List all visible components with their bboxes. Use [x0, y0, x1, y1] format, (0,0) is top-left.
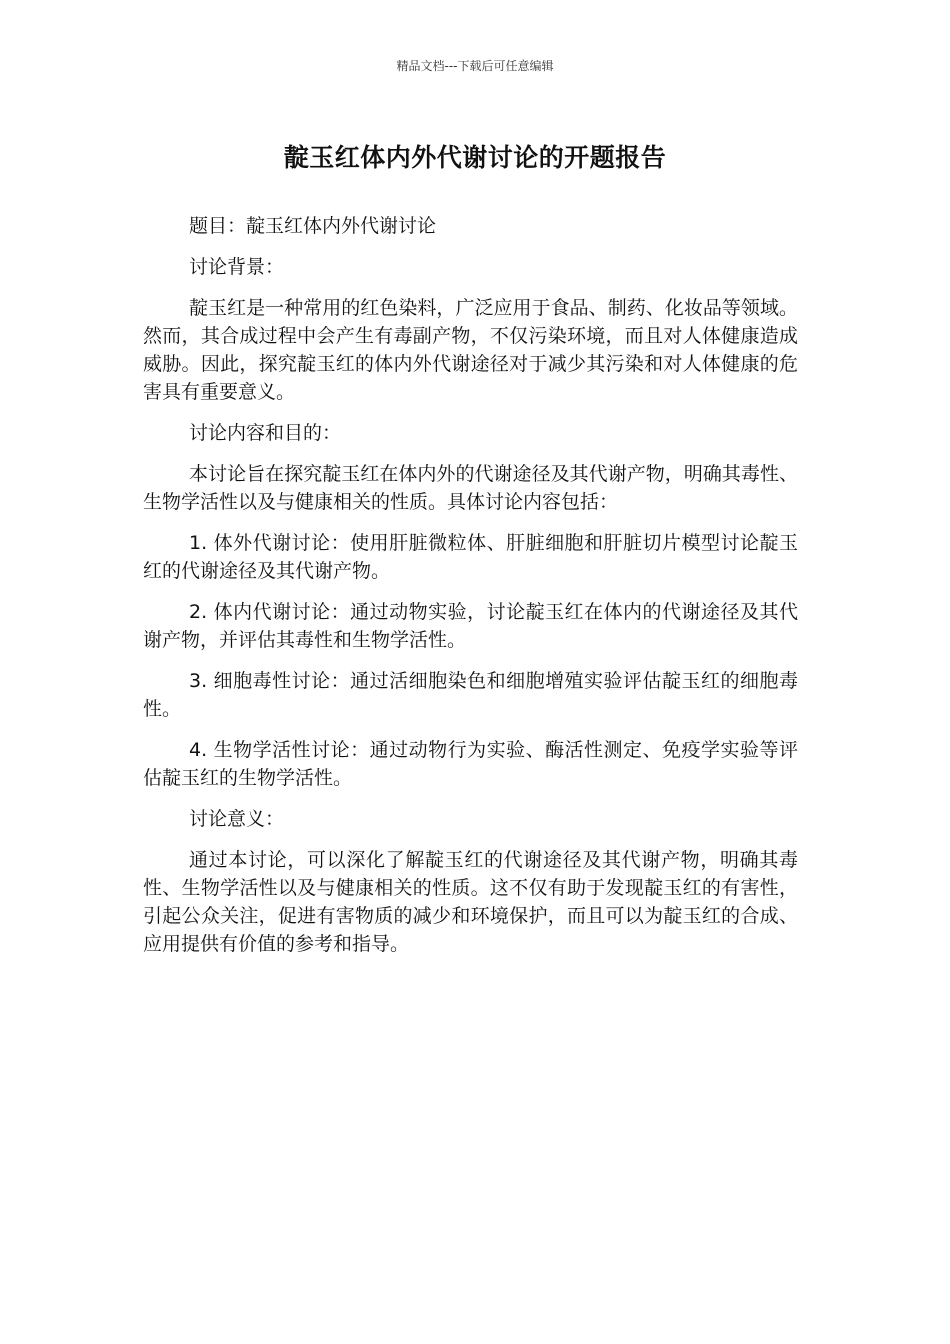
- background-paragraph: 靛玉红是一种常用的红色染料，广泛应用于食品、制药、化妆品等领域。然而，其合成过程中会产生有毒副产物，不仅污染环境，而且对人体健康造成威胁。因此，探究靛玉红的体内外代谢途径对于减少其污染和对人体健康的危害具有重要意义。: [143, 297, 798, 403]
- list-item-in-vivo: 2. 体内代谢讨论：通过动物实验，讨论靛玉红在体内的代谢途径及其代谢产物，并评估其毒性和生物学活性。: [143, 601, 798, 651]
- significance-paragraph: 通过本讨论，可以深化了解靛玉红的代谢途径及其代谢产物，明确其毒性、生物学活性以及与健康相关的性质。这不仅有助于发现靛玉红的有害性，引起公众关注，促进有害物质的减少和环境保护，而且可以为靛玉红的合成、应用提供有价值的参考和指导。: [143, 849, 798, 955]
- list-item-in-vitro: 1. 体外代谢讨论：使用肝脏微粒体、肝脏细胞和肝脏切片模型讨论靛玉红的代谢途径及其代谢产物。: [143, 532, 798, 582]
- page-header-note: 精品文档---下载后可任意编辑: [396, 59, 554, 73]
- content-intro-paragraph: 本讨论旨在探究靛玉红在体内外的代谢途径及其代谢产物，明确其毒性、生物学活性以及与健康相关的性质。具体讨论内容包括：: [143, 463, 798, 513]
- list-item-cytotoxicity: 3. 细胞毒性讨论：通过活细胞染色和细胞增殖实验评估靛玉红的细胞毒性。: [143, 670, 798, 720]
- section-heading-content-purpose: 讨论内容和目的：: [189, 422, 342, 444]
- section-heading-background: 讨论背景：: [189, 256, 285, 278]
- section-heading-significance: 讨论意义：: [189, 808, 285, 830]
- list-item-bioactivity: 4. 生物学活性讨论：通过动物行为实验、酶活性测定、免疫学实验等评估靛玉红的生物学活性。: [143, 739, 798, 789]
- subject-line: 题目：靛玉红体内外代谢讨论: [189, 215, 437, 237]
- document-title: 靛玉红体内外代谢讨论的开题报告: [283, 143, 667, 172]
- document-body: [143, 212, 798, 971]
